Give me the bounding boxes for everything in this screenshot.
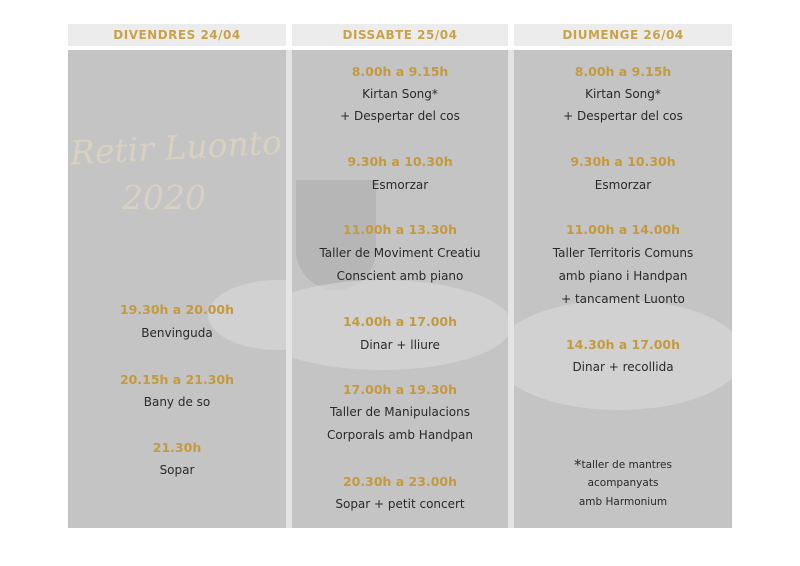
time-label: 8.00h a 9.15h xyxy=(574,64,672,79)
time-label: 9.30h a 10.30h xyxy=(570,154,676,169)
header-diumenge: DIUMENGE 26/04 xyxy=(514,24,732,46)
time-label: 21.30h xyxy=(152,440,202,455)
panel-diumenge xyxy=(514,50,732,528)
time-label: 14.00h a 17.00h xyxy=(342,314,457,329)
time-label: 20.15h a 21.30h xyxy=(119,372,234,387)
event-desc: Kirtan Song* xyxy=(585,87,661,101)
time-label: 11.00h a 14.00h xyxy=(565,222,680,237)
footnote-line: amb Harmonium xyxy=(578,496,668,508)
footnote-asterisk: * xyxy=(574,456,582,474)
event-desc: Esmorzar xyxy=(371,178,429,192)
event-desc: Conscient amb piano xyxy=(336,269,464,283)
time-label: 9.30h a 10.30h xyxy=(347,154,453,169)
header-dissabte: DISSABTE 25/04 xyxy=(292,24,508,46)
event-desc: + tancament Luonto xyxy=(561,292,685,306)
footnote xyxy=(514,456,732,474)
event-desc: Kirtan Song* xyxy=(362,87,438,101)
time-label: 8.00h a 9.15h xyxy=(351,64,449,79)
event-desc: Taller Territoris Comuns xyxy=(552,246,694,260)
time-label: 11.00h a 13.30h xyxy=(342,222,457,237)
event-desc: + Despertar del cos xyxy=(340,109,460,123)
time-label: 14.30h a 17.00h xyxy=(565,337,680,352)
header-divendres: DIVENDRES 24/04 xyxy=(68,24,286,46)
event-desc: Bany de so xyxy=(143,395,211,409)
event-desc: Dinar + recollida xyxy=(572,360,674,374)
event-desc: amb piano i Handpan xyxy=(558,269,688,283)
footnote-line: taller de mantres xyxy=(581,459,672,471)
footnote-line: acompanyats xyxy=(587,477,659,489)
watermark-year: 2020 xyxy=(122,178,206,217)
time-label: 19.30h a 20.00h xyxy=(119,302,234,317)
event-desc: Benvinguda xyxy=(141,326,213,340)
event-desc: Sopar xyxy=(159,463,195,477)
panel-divendres xyxy=(68,50,286,528)
time-label: 17.00h a 19.30h xyxy=(342,382,457,397)
event-desc: Taller de Moviment Creatiu xyxy=(319,246,481,260)
hand-image-right xyxy=(514,300,732,410)
time-label: 20.30h a 23.00h xyxy=(342,474,457,489)
event-desc: + Despertar del cos xyxy=(563,109,683,123)
event-desc: Taller de Manipulacions xyxy=(330,405,470,419)
event-desc: Esmorzar xyxy=(594,178,652,192)
watermark-title: Retir Luonto xyxy=(69,122,283,173)
panel-dissabte xyxy=(292,50,508,528)
event-desc: Sopar + petit concert xyxy=(335,497,465,511)
event-desc: Dinar + lliure xyxy=(360,338,440,352)
event-desc: Corporals amb Handpan xyxy=(327,428,473,442)
